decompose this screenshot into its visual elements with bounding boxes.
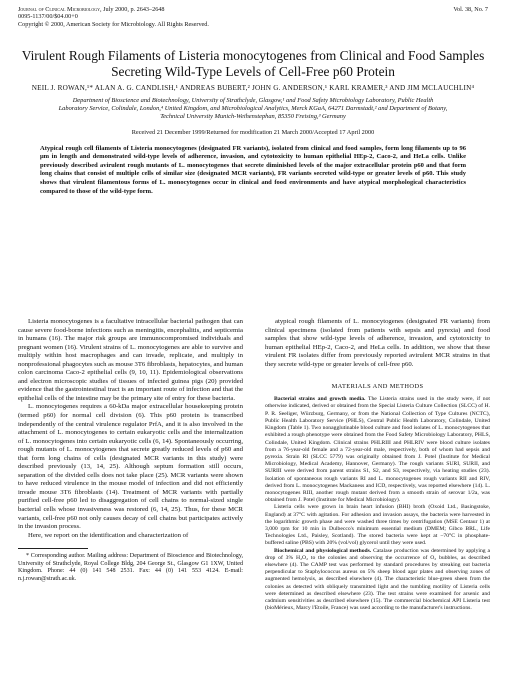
right-column bbox=[265, 318, 490, 612]
journal-citation bbox=[18, 6, 209, 28]
corresponding-author-footnote: * Corresponding author. Mailing address: Department of Bioscience and Biotechnology, University of Strathclyde, Royal College Bldg, 204 George St., Glasgow G1 1XW, United Kingdom. Phone: 44 (0) 141 548 2531. Fax: 44 (0) 141 553 4124. E-mail: n.j.rowan@strath.ac.uk. bbox=[18, 553, 243, 582]
intro-continued: atypical rough filaments of L. monocytogenes (designated FR variants) from clinical specimens (isolated from patients with sepsis and pyrexia) and food samples that show wild-type levels of adherence, invasion, and cytotoxicity to human epithelial HEp-2, Caco-2, and HeLa cells. In addition, we show that these virulent FR isolates differ from previously reported avirulent MCR strains in that they secrete wild-type or greater levels of cell-free p60. bbox=[265, 318, 490, 368]
methods-biochem-paragraph bbox=[265, 548, 490, 613]
methods-text: Catalase production was determined by applying a drop of 3% H₂O₂ to the colonies and observing the occurrence of O₂ bubbles, as described elsewhere (4). The CAMP test was performed by standard procedures by streaking out bacteria perpendicular to Staphylococcus aureus on 5% sheep blood agar plates and observing zones of augmented hemolysis, as described elsewhere (4). The characteristic blue-green sheen from the colonies as detected with obliquely transmitted light and the tumbling motility of Listeria cells were determined as described elsewhere (23). The test strains were examined for arsenic and cadmium sensitivities as described elsewhere (15). The commercial biochemical API Listeria test (bioMérieux, Marcy l'Etoile, France) was used according to the manufacturer's instructions. bbox=[265, 547, 490, 612]
body-columns bbox=[18, 318, 488, 674]
copyright-line: Copyright © 2000, American Society for Microbiology. All Rights Reserved. bbox=[18, 20, 209, 28]
footnote-rule bbox=[18, 548, 88, 549]
intro-paragraph-1: Listeria monocytogenes is a facultative intracellular bacterial pathogen that can cause severe food-borne infections such as meningitis, encephalitis, and septicemia in humans (16). The major risk groups are immunocompromised individuals and pregnant women (16). Virulent strains of L. monocytogenes are able to survive and multiply within host macrophages and can invade, replicate, and multiply in nonprofessional phagocytes such as mouse 3T6 fibroblasts, hepatocytes, and human colon carcinoma Caco-2 epithelial cells (9, 10, 11). Epidemiological observations and electron microscopic studies of tissues of infected guinea pigs (20) provided evidence that the gastrointestinal tract is an important route of infection and that the epithelial cells of the intestine may be the primary site of entry for these bacteria. bbox=[18, 318, 243, 402]
methods-growth-paragraph bbox=[265, 504, 490, 547]
author-list: NEIL J. ROWAN,¹* ALAN A. G. CANDLISH,¹ ANDREAS BUBERT,² JOHN G. ANDERSON,¹ KARL KRAMER,³ AND JIM MCLAUCHLIN⁴ bbox=[31, 84, 475, 93]
received-dates: Received 21 December 1999/Returned for modification 21 March 2000/Accepted 17 April 2000 bbox=[131, 128, 375, 136]
issue-date: , July 2000, p. 2643–2648 bbox=[100, 6, 165, 13]
volume-number: Vol. 38, No. 7 bbox=[453, 6, 488, 13]
running-header bbox=[18, 6, 488, 30]
methods-text: Listeria cells were grown in brain heart infusion (BHI) broth (Oxoid Ltd., Basingstoke, England) at 37°C with agitation. For adhesion and invasion assays, the bacteria were harvested in the logarithmic growth phase and were washed three times by centrifugation (MSE Centaur 1) at 3,000 rpm for 10 min in Dulbecco's minimum essential medium (DMEM; Gibco BRL, Life Technologies Ltd., Paisley, Scotland). The stored bacteria were kept at −70°C in phosphate-buffered saline (PBS) with 20% (vol/vol) glycerol until they were used. bbox=[265, 504, 490, 547]
run-in-heading: Bacterial strains and growth media. bbox=[274, 396, 366, 403]
run-in-heading: Biochemical and physiological methods. bbox=[274, 547, 372, 554]
journal-name: Journal of Clinical Microbiology bbox=[18, 6, 101, 13]
section-heading: MATERIALS AND METHODS bbox=[331, 383, 424, 391]
paper-page bbox=[18, 6, 488, 196]
intro-paragraph-3: Here, we report on the identification and characterization of bbox=[28, 531, 189, 539]
abstract: Atypical rough cell filaments of Listeria monocytogenes (designated FR variants), isolated from clinical and food samples, form long filaments up to 96 μm in length and demonstrated wild-type levels of adherence, invasion, and cytotoxicity to human epithelial HEp-2, Caco-2, and HeLa cells. Unlike previously described avirulent rough mutants of L. monocytogenes that secrete diminished levels of the major extracellular protein p60 and that form long chains that consist of multiple cells of similar size (designated MCR variants), FR variants secreted wild-type or greater levels of p60. This study shows that virulent filamentous forms of L. monocytogenes occur in clinical and food environments and have atypical morphological characteristics compared to those of the wild-type form. bbox=[40, 144, 466, 195]
methods-text: The Listeria strains used in the study were, if not otherwise indicated, derived or obtained from the Special Listeria Culture Collection (SLCC) of H. P. R. Seeliger, Würzburg, Germany, or from the National Collection of Type Cultures (NCTC), Public Health Laboratory Service (PHLS), Central Public Health Laboratory, Colindale, United Kingdom (Table 1). Two nonagglutinable blood culture and food isolates of L. monocytogenes that exhibited a rough phenotype were obtained from the Food Safety Microbiology Laboratory, PHLS, Colindale, United Kingdom. Clinical strains PHLRIII and PHLRIV were blood culture isolates from a 76-year-old female and a 72-year-old male, respectively, both of whom had sepsis and pyrexia. Strain RI (SLCC 5779) was originally obtained from J. Potel (Institute for Medical Microbiology, Medical Academy, Hannover, Germany). The rough variants SURI, SURII, and SURIII were derived from parent strains S1, S2, and S3, respectively, via heating studies (23). Isolation of spontaneous rough variants RI and L. monocytogenes rough variants RII and RIV, derived from L. monocytogenes Mackaness and ICD, respectively, was reported elsewhere (14). L. monocytogenes RIII, another rough mutant derived from a smooth strain of serovar 1/2a, was obtained from J. Potel (Institute for Medical Microbiology). bbox=[265, 396, 490, 504]
affiliations: Department of Bioscience and Biotechnology, University of Strathclyde, Glasgow,¹ and Food Safety Microbiology Laboratory, Public Health Laboratory Service, Colindale, London,⁴ United Kingdom, and Microbiological Analytics, Merck KGaA, 64271 Darmstadt,² and Department of Botany, Technical University Munich-Weihenstephan, 85350 Freising,³ Germany bbox=[58, 97, 448, 120]
issn-line: 0095-1137/00/$04.00+0 bbox=[18, 13, 78, 21]
methods-strains-paragraph bbox=[265, 396, 490, 504]
intro-paragraph-2: L. monocytogenes requires a 60-kDa major extracellular housekeeping protein (termed p60) for normal cell division (6). This p60 protein is transcribed independently of the central virulence regulator PrfA, and it is also involved in the attachment of L. monocytogenes to certain eukaryotic cells and the internalization of L. monocytogenes into certain eukaryotic cells (6, 14). Spontaneously occurring, rough mutants of L. monocytogenes that secrete greatly reduced levels of p60 and that form long chains of cells (designated MCR variants in this study) were described previously (13, 14, 25). Although septum formation still occurs, separation of the divided cells does not take place (25). MCR variants were shown to have reduced virulence in the mouse model of infection and did not efficiently invade mouse 3T6 fibroblasts (14). Treatment of MCR variants with partially purified cell-free p60 led to disaggregation of cell chains to normal-sized single bacterial cells whose invasiveness was restored (6, 14, 25). Thus, for these MCR variants, cell-free p60 not only causes decay of cell chains but participates actively in the invasion process. bbox=[18, 403, 243, 531]
article-title: Virulent Rough Filaments of Listeria monocytogenes from Clinical and Food Samples Secreting Wild-Type Levels of Cell-Free p60 Protein bbox=[21, 48, 485, 79]
left-column bbox=[18, 318, 243, 584]
